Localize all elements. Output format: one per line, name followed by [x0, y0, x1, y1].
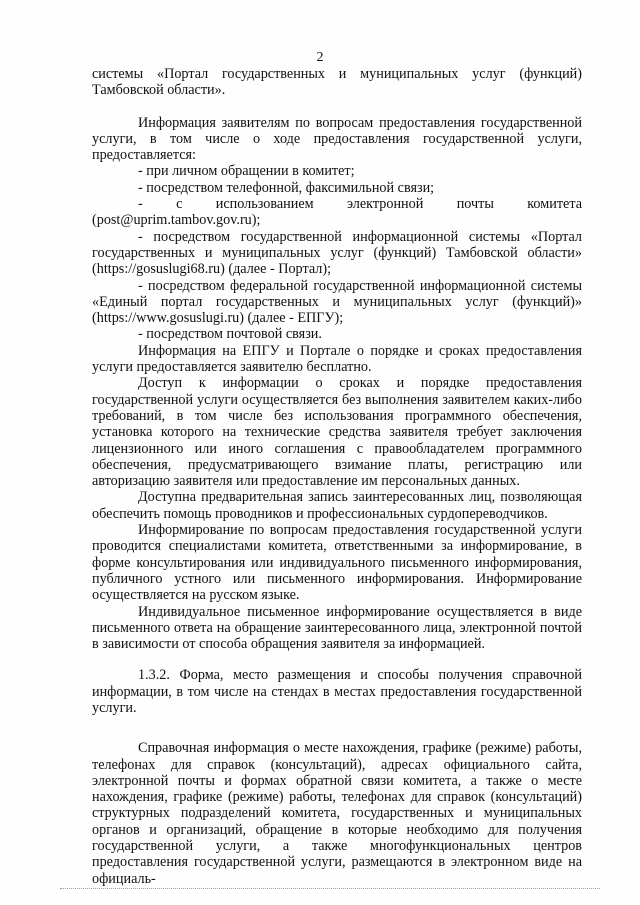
paragraph-access: Доступ к информации о сроках и порядке предоставления государственной услуги осуществляется без выполнения заявителем каких-либо требований, в том числе без использования программного обеспечения, установка которого на технические средства заявителя требует заключения лицензионного или иного соглашения с правообладателем программного обеспечения, предусматривающего взимание платы, регистрацию или авторизацию заявителя или предоставление им персональных данных. — [92, 375, 582, 490]
document-body — [92, 66, 582, 887]
paragraph-preregistration: Доступна предварительная запись заинтересованных лиц, позволяющая обеспечить помощь проводников и профессиональных сурдопереводчиков. — [92, 489, 582, 522]
paragraph-info-intro: Информация заявителям по вопросам предоставления государственной услуги, в том числе о ходе предоставления государственной услуги, предоставляется: — [92, 114, 582, 164]
list-item-portal: - посредством государственной информационной системы «Портал государственных и муниципальных услуг (функций) Тамбовской области» (https://gosuslugi68.ru) (далее - Портал); — [92, 228, 582, 278]
list-item-epgu: - посредством федеральной государственной информационной системы «Единый портал государственных и муниципальных услуг (функций)» (https://www.gosuslugi.ru) (далее - ЕПГУ); — [92, 277, 582, 327]
paragraph-continuation: системы «Портал государственных и муниципальных услуг (функций) Тамбовской области». — [92, 66, 582, 99]
list-item-phone-fax: - посредством телефонной, факсимильной связи; — [138, 179, 435, 196]
paragraph-free-info: Информация на ЕПГУ и Портале о порядке и сроках предоставления услуги предоставляется заявителю бесплатно. — [92, 342, 582, 376]
paragraph-written-informing: Индивидуальное письменное информирование осуществляется в виде письменного ответа на обращение заинтересованного лица, электронной почтой в зависимости от способа обращения заявителя за информацией. — [92, 603, 582, 653]
paragraph-informing: Информирование по вопросам предоставления государственной услуги проводится специалистами комитета, ответственными за информирование, в форме консультирования или индивидуального письменного информирования, публичного устного или письменного информирования. Информирование осуществляется на русском языке. — [92, 522, 582, 604]
list-item-post: - посредством почтовой связи. — [138, 326, 322, 343]
page-number: 2 — [316, 50, 324, 65]
paragraph-reference-info: Справочная информация о месте нахождения, графике (режиме) работы, телефонах для справок (консультаций), адресах официального сайта, электронной почты и формах обратной связи комитета, а также о месте нахождения, графике (режиме) работы, телефонах для справок (консультаций) структурных подразделений комитета, государственных и муниципальных органов и организаций, обращение в которые необходимо для получения государственной услуги, а также многофункциональных центров предоставления государственной услуги, размещаются в электронном виде на официаль- — [92, 740, 582, 887]
list-item-email: - с использованием электронной почты комитета (post@uprim.tambov.gov.ru); — [92, 196, 582, 229]
section-heading-1-3-2: 1.3.2. Форма, место размещения и способы получения справочной информации, в том числе на стендах в местах предоставления государственной услуги. — [92, 667, 582, 716]
list-item-personal: - при личном обращении в комитет; — [138, 163, 355, 180]
bottom-divider — [60, 888, 600, 889]
